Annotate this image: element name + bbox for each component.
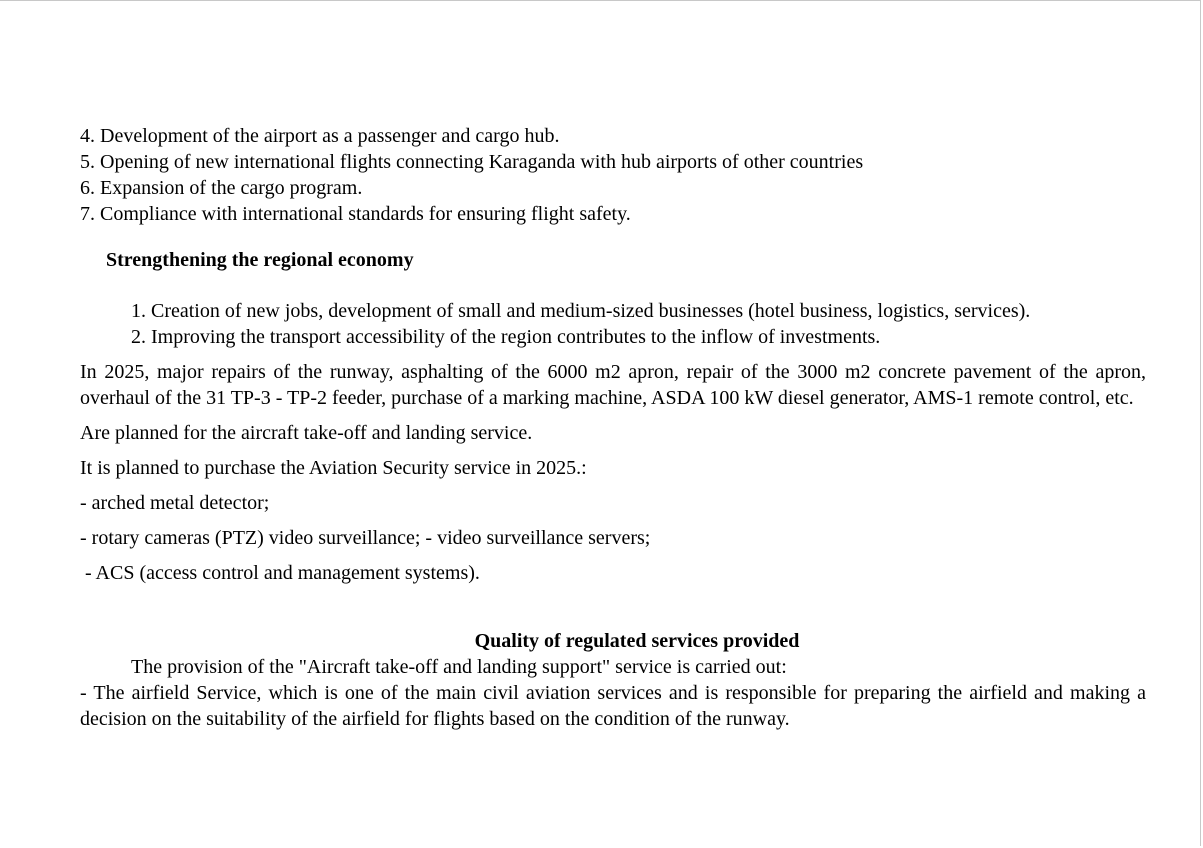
section-heading-quality: Quality of regulated services provided xyxy=(474,630,800,652)
numbered-item: 6. Expansion of the cargo program. xyxy=(80,177,363,199)
security-item: - rotary cameras (PTZ) video surveillance; - video surveillance servers; xyxy=(80,527,651,549)
numbered-item: 5. Opening of new international flights connecting Karaganda with hub airports of other countries xyxy=(80,151,864,173)
security-intro: It is planned to purchase the Aviation Security service in 2025.: xyxy=(80,457,587,479)
numbered-item: 4. Development of the airport as a passenger and cargo hub. xyxy=(80,125,560,147)
section-heading-regional-economy: Strengthening the regional economy xyxy=(106,249,414,271)
security-item: - ACS (access control and management systems). xyxy=(80,562,480,584)
economy-item: 2. Improving the transport accessibility of the region contributes to the inflow of investments. xyxy=(131,326,881,348)
planned-line: Are planned for the aircraft take-off and landing service. xyxy=(80,422,533,444)
numbered-item: 7. Compliance with international standards for ensuring flight safety. xyxy=(80,203,631,225)
repairs-paragraph: In 2025, major repairs of the runway, asphalting of the 6000 m2 apron, repair of the 3000 m2 concrete pavement of the apron, overhaul of the 31 TP-3 - TP-2 feeder, purchase of a marking machine, ASDA 100 kW diesel generator, AMS-1 remote control, etc. xyxy=(80,361,1146,409)
security-item: - arched metal detector; xyxy=(80,492,270,514)
quality-intro: The provision of the "Aircraft take-off and landing support" service is carried out: xyxy=(131,656,787,678)
airfield-service-paragraph: - The airfield Service, which is one of the main civil aviation services and is responsible for preparing the airfield and making a decision on the suitability of the airfield for flights based on the condition of the runway. xyxy=(80,682,1146,730)
economy-item: 1. Creation of new jobs, development of small and medium-sized businesses (hotel business, logistics, services). xyxy=(131,300,1031,322)
document-body xyxy=(80,123,1146,732)
